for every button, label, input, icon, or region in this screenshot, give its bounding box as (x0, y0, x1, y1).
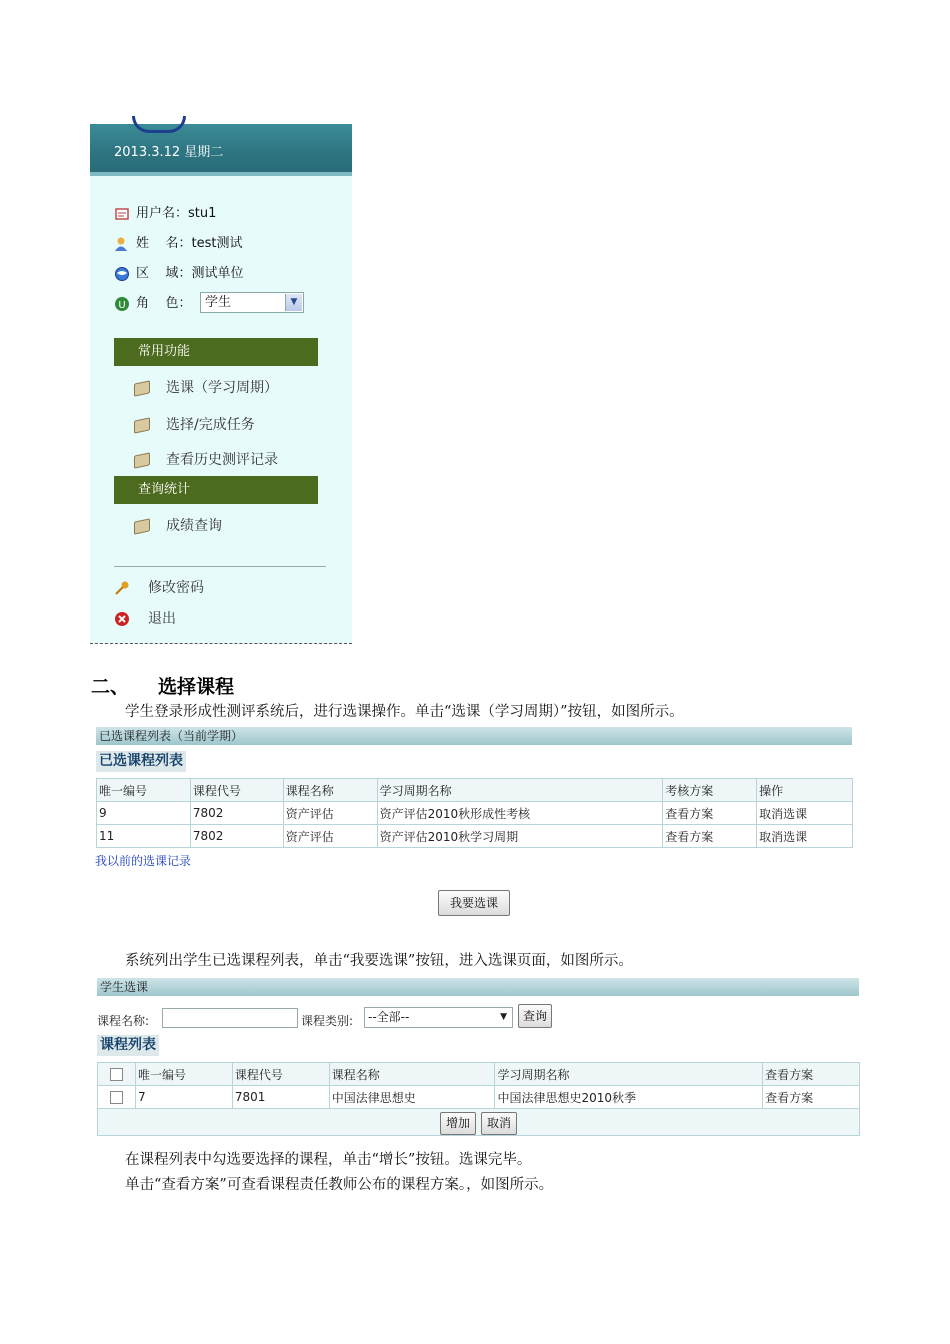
col-header: 课程代号 (232, 1063, 329, 1086)
logo-emblem (132, 116, 186, 133)
paragraph-2: 系统列出学生已选课程列表，单击“我要选课”按钮，进入选课页面，如图所示。 (125, 953, 633, 969)
selection-panel-bar: 学生选课 (97, 978, 859, 996)
course-name-label: 课程名称: (97, 1014, 150, 1028)
username-label: 用户名： (136, 206, 189, 221)
cell-cycle-name: 资产评估2010秋形成性考核 (377, 802, 663, 825)
cell-code: 7802 (190, 802, 283, 825)
book-icon (134, 380, 150, 396)
date-label: 2013.3.12 星期二 (114, 145, 224, 160)
table-header-row (97, 779, 853, 802)
menu-item-label: 选择/完成任务 (166, 417, 255, 433)
col-header: 唯一编号 (97, 779, 191, 802)
table-row (98, 1086, 860, 1109)
course-type-select[interactable] (364, 1007, 513, 1028)
section-number: 二、 (91, 676, 130, 698)
divider (114, 566, 326, 567)
cell-cycle-name: 中国法律思想史2010秋季 (495, 1086, 763, 1109)
view-plan-link[interactable]: 查看方案 (663, 825, 757, 848)
svg-text:U: U (118, 299, 126, 311)
col-header: 学习周期名称 (495, 1063, 763, 1086)
table-footer-row (98, 1109, 860, 1136)
col-header: 唯一编号 (135, 1063, 232, 1086)
course-list-table (97, 1062, 860, 1136)
table-row (97, 825, 853, 848)
paragraph-4: 单击“查看方案”可查看课程责任教师公布的课程方案。，如图所示。 (125, 1177, 554, 1193)
paragraph-3: 在课程列表中勾选要选择的课程，单击“增长”按钮。选课完毕。 (125, 1152, 532, 1168)
menu-item-label: 选课（学习周期） (166, 380, 278, 396)
globe-icon (114, 266, 130, 282)
user-card-icon (114, 206, 130, 222)
cancel-selection-link[interactable]: 取消选课 (757, 825, 853, 848)
role-select[interactable] (200, 292, 304, 313)
region-value: 测试单位 (191, 266, 244, 281)
col-header: 课程名称 (329, 1063, 495, 1086)
book-icon (134, 518, 150, 534)
col-header: 查看方案 (763, 1063, 860, 1086)
menu-item-scores[interactable] (134, 516, 222, 536)
cell-id: 9 (97, 802, 191, 825)
paragraph-1: 学生登录形成性测评系统后，进行选课操作。单击“选课（学习周期）”按钮，如图所示。 (125, 704, 684, 720)
cell-course-name: 资产评估 (283, 825, 377, 848)
course-type-label: 课程类别: (301, 1014, 354, 1028)
role-select-value: 学生 (205, 295, 232, 310)
menu-item-label: 成绩查询 (166, 518, 222, 534)
book-icon (134, 452, 150, 468)
name-value: test测试 (191, 236, 243, 251)
table-header-row (98, 1063, 860, 1086)
cancel-selection-link[interactable]: 取消选课 (757, 802, 853, 825)
cell-cycle-name: 资产评估2010秋学习周期 (377, 825, 663, 848)
person-icon (114, 236, 130, 252)
selected-list-title: 已选课程列表 (96, 751, 186, 772)
course-name-input[interactable] (162, 1008, 298, 1028)
col-header: 课程代号 (190, 779, 283, 802)
change-password-link[interactable] (114, 578, 204, 598)
selected-panel-bar: 已选课程列表（当前学期） (96, 727, 852, 745)
chevron-down-icon[interactable]: ▼ (285, 294, 302, 311)
footer-cell (98, 1109, 860, 1136)
region-label: 区 域： (136, 266, 192, 281)
menu-section-query: 查询统计 (114, 476, 318, 504)
row-checkbox[interactable] (110, 1091, 123, 1104)
sidebar-panel (90, 124, 352, 644)
logout-link[interactable] (114, 609, 176, 629)
cell-course-name: 资产评估 (283, 802, 377, 825)
add-button[interactable]: 增加 (440, 1112, 476, 1135)
name-row (114, 234, 243, 254)
region-row (114, 264, 244, 284)
course-list-title: 课程列表 (97, 1035, 159, 1056)
select-course-button[interactable]: 我要选课 (438, 890, 510, 916)
query-button[interactable]: 查询 (518, 1004, 552, 1028)
cell-id: 7 (135, 1086, 232, 1109)
username-value: stu1 (188, 206, 217, 221)
name-label: 姓 名： (136, 236, 192, 251)
role-row (114, 294, 192, 314)
cell-code: 7801 (232, 1086, 329, 1109)
book-icon (134, 417, 150, 433)
menu-item-label: 查看历史测评记录 (166, 452, 278, 468)
username-row (114, 204, 216, 224)
cell-code: 7802 (190, 825, 283, 848)
history-link[interactable]: 我以前的选课记录 (95, 854, 192, 868)
section-heading: 选择课程 (158, 676, 235, 698)
close-icon (114, 611, 130, 627)
col-header: 课程名称 (283, 779, 377, 802)
cell-id: 11 (97, 825, 191, 848)
table-row (97, 802, 853, 825)
select-all-checkbox[interactable] (110, 1068, 123, 1081)
select-all-cell (98, 1063, 136, 1086)
course-type-value: --全部-- (368, 1010, 410, 1024)
menu-item-history[interactable] (134, 450, 278, 470)
menu-item-tasks[interactable] (134, 415, 255, 435)
col-header: 考核方案 (663, 779, 757, 802)
row-select-cell (98, 1086, 136, 1109)
key-icon (114, 580, 130, 596)
role-icon (114, 296, 130, 312)
header-strip (90, 172, 352, 176)
sidebar-header (90, 124, 352, 172)
view-plan-link[interactable]: 查看方案 (763, 1086, 860, 1109)
menu-item-course-select[interactable] (134, 378, 278, 398)
cancel-button[interactable]: 取消 (481, 1112, 517, 1135)
view-plan-link[interactable]: 查看方案 (663, 802, 757, 825)
logout-label: 退出 (148, 611, 176, 627)
col-header: 操作 (757, 779, 853, 802)
cell-course-name: 中国法律思想史 (329, 1086, 495, 1109)
change-password-label: 修改密码 (148, 580, 204, 596)
selected-courses-table (96, 778, 853, 848)
chevron-down-icon[interactable]: ▼ (500, 1012, 507, 1022)
menu-section-common: 常用功能 (114, 338, 318, 366)
col-header: 学习周期名称 (377, 779, 663, 802)
role-label: 角 色： (136, 296, 192, 311)
